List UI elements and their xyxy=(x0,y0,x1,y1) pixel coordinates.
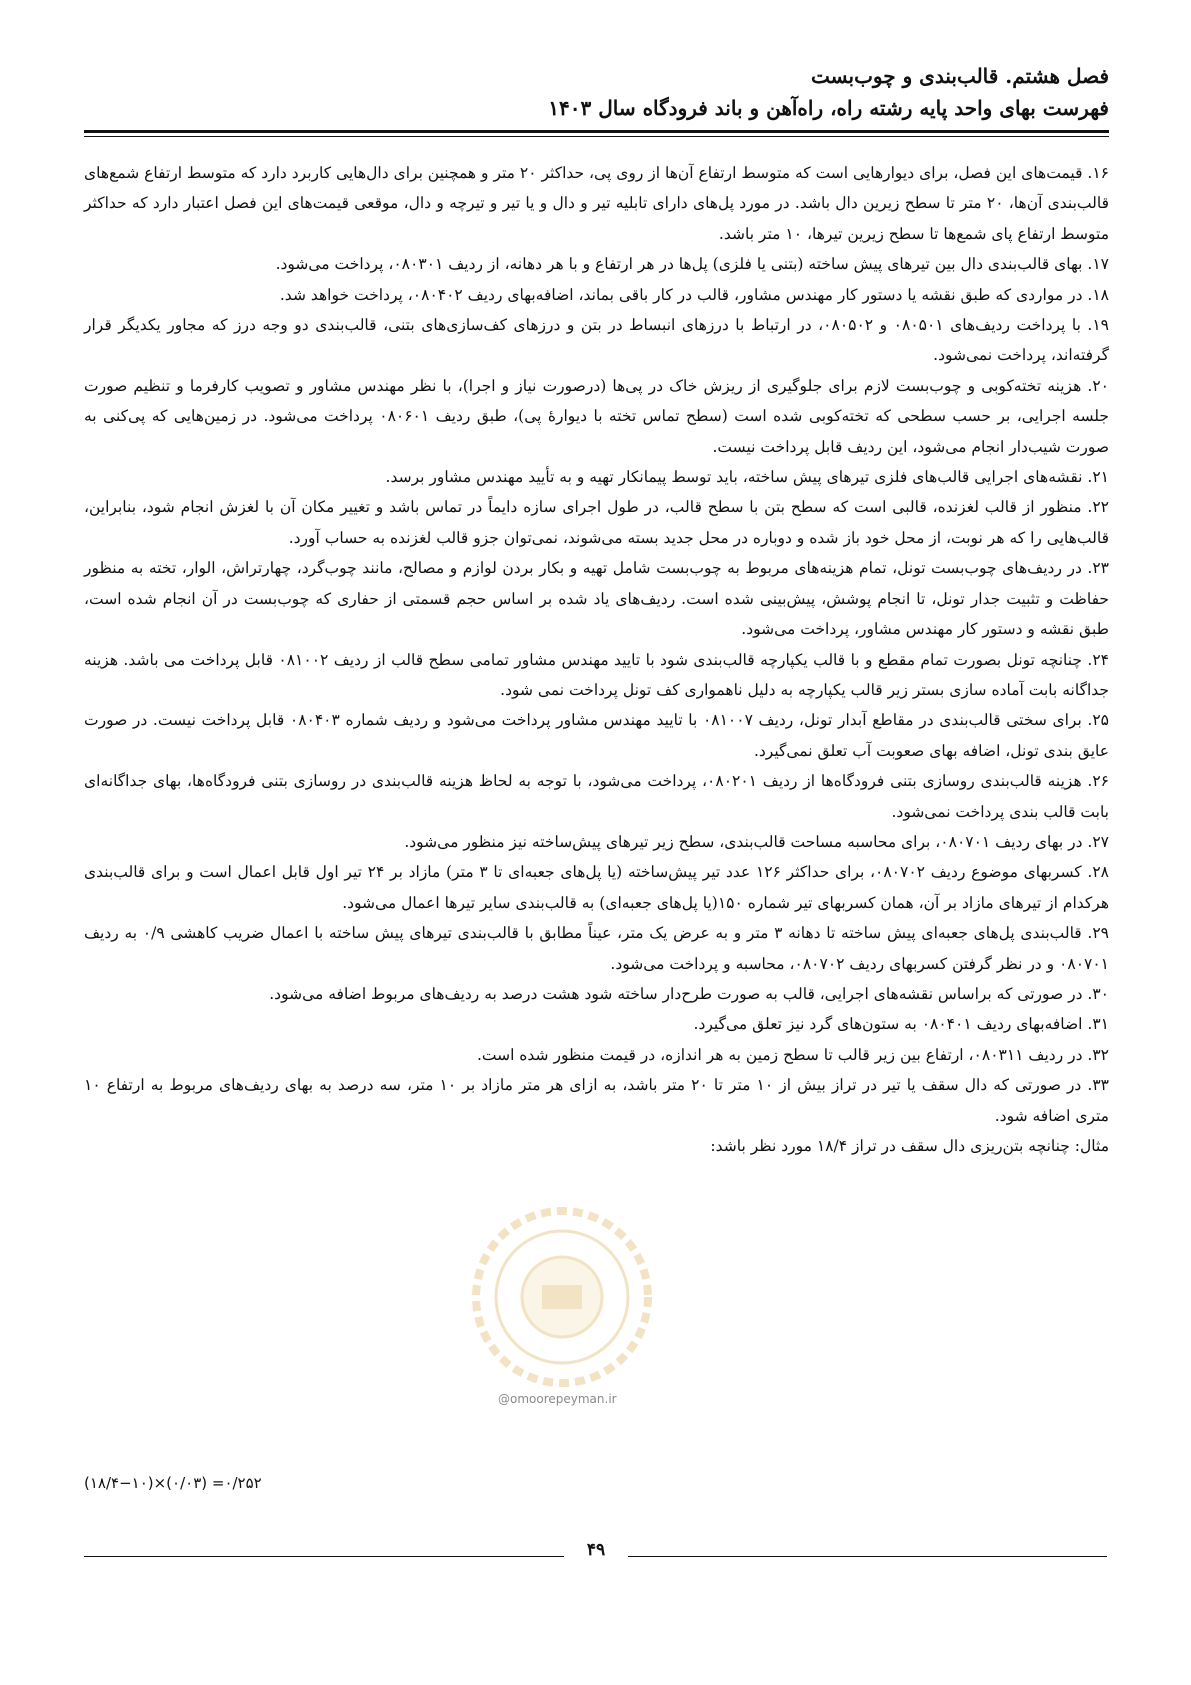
chapter-title: فصل هشتم. قالب‌بندی و چوب‌بست xyxy=(811,64,1109,88)
clause-23: ۲۳. در ردیف‌های چوب‌بست تونل، تمام هزینه‌های مربوط به چوب‌بست شامل تهیه و بکار بردن لوازم و مصالح، مانند چوب‌گرد، چهارتراش، الوار، تخته به منظور حفاظت و تثبیت جدار تونل، تا انجام پوشش، پیش‌بینی شده است. ردیف‌های یاد شده بر اساس حجم قسمتی از حفاری که چوب‌بست در آن انجام شده است، طبق نقشه و دستور کار مهندس مشاور، پرداخت می‌شود. xyxy=(84,559,1110,639)
clause-22: ۲۲. منظور از قالب لغزنده، قالبی است که سطح بتن با سطح قالب، در طول اجرای سازه دایماً در تماس باشد و تغییر مکان آن با لغزش انجام شود، بنابراین، قالب‌هایی را که هر نوبت، از محل خود باز شده و دوباره در محل جدید بسته می‌شوند، نمی‌توان جزو قالب لغزنده به حساب آورد. xyxy=(84,498,1109,547)
footer-rule-right xyxy=(628,1556,1107,1557)
page-header xyxy=(84,60,1109,124)
clause-18: ۱۸. در مواردی که طبق نقشه یا دستور کار مهندس مشاور، قالب در کار باقی بماند، اضافه‌بهای ردیف ۰۸۰۴۰۲، پرداخت خواهد شد. xyxy=(279,285,1109,304)
price-list-title: فهرست بهای واحد پایه رشته راه، راه‌آهن و باند فرودگاه سال ۱۴۰۳ xyxy=(548,96,1109,120)
footer-rule-left xyxy=(84,1556,564,1557)
clause-21: ۲۱. نقشه‌های اجرایی قالب‌های فلزی تیرهای پیش ساخته، باید توسط پیمانکار تهیه و به تأیید مهندس مشاور برسد. xyxy=(385,468,1109,487)
clause-20: ۲۰. هزینه تخته‌کوبی و چوب‌بست لازم برای جلوگیری از ریزش خاک در پی‌ها (درصورت نیاز و اجرا)، با نظر مهندس مشاور و تصویب کارفرما و تنظیم صورت جلسه اجرایی، بر حسب سطحی که تخته‌کوبی شده است (سطح تماس تخته با دیوارهٔ پی)، طبق ردیف ۰۸۰۶۰۱ پرداخت می‌شود. در زمین‌هایی که پی‌کنی به صورت شیب‌دار انجام می‌شود، این ردیف قابل پرداخت نیست. xyxy=(84,376,1109,456)
clause-17: ۱۷. بهای قالب‌بندی دال بین تیرهای پیش ساخته (بتنی یا فلزی) پل‌ها در هر ارتفاع و با هر دهانه، از ردیف ۰۸۰۳۰۱، پرداخت می‌شود. xyxy=(275,255,1109,274)
clause-19: ۱۹. با پرداخت ردیف‌های ۰۸۰۵۰۱ و ۰۸۰۵۰۲، در ارتباط با درزهای انبساط در بتن و درزهای کف‌سازی‌های بتنی، قالب‌بندی دو وجه درز که مجاور یکدیگر قرار گرفته‌اند، پرداخت نمی‌شود. xyxy=(84,316,1110,365)
clause-30: ۳۰. در صورتی که براساس نقشه‌های اجرایی، قالب به صورت طرح‌دار ساخته شود هشت درصد به ردیف‌های مربوط اضافه می‌شود. xyxy=(269,984,1109,1003)
clause-16: ۱۶. قیمت‌های این فصل، برای دیوارهایی است که متوسط ارتفاع آن‌ها از روی پی، حداکثر ۲۰ متر و همچنین برای دال‌هایی کاربرد دارد که متوسط ارتفاع شمع‌های قالب‌بندی آن‌ها، ۲۰ متر تا سطح زیرین دال باشد. در مورد پل‌های دارای تابلیه تیر و دال و یا تیر و تیرچه و دال، موقعی قیمت‌های این فصل اعتبار دارد که حداکثر متوسط ارتفاع پای شمع‌ها تا سطح زیرین تیرها، ۱۰ متر باشد. xyxy=(84,164,1109,243)
clause-31: ۳۱. اضافه‌بهای ردیف ۰۸۰۴۰۱ به ستون‌های گرد نیز تعلق می‌گیرد. xyxy=(693,1015,1109,1034)
page-number: ۴۹ xyxy=(586,1540,606,1560)
watermark-logo-icon xyxy=(470,1205,655,1390)
clause-24: ۲۴. چنانچه تونل بصورت تمام مقطع و با قالب یکپارچه قالب‌بندی شود با تایید مهندس مشاور تمامی سطح قالب از ردیف ۰۸۱۰۰۲ قابل پرداخت می باشد. هزینه جداگانه بابت آماده سازی بستر زیر قالب یکپارچه به دلیل ناهمواری کف تونل پرداخت نمی شود. xyxy=(84,650,1109,699)
clause-25: ۲۵. برای سختی قالب‌بندی در مقاطع آبدار تونل، ردیف ۰۸۱۰۰۷ با تایید مهندس مشاور پرداخت می‌شود و ردیف شماره ۰۸۰۴۰۳ قابل پرداخت نیست. در صورت عایق بندی تونل، اضافه بهای صعوبت آب تعلق نمی‌گیرد. xyxy=(84,711,1109,760)
clause-26: ۲۶. هزینه قالب‌بندی روسازی بتنی فرودگاه‌ها از ردیف ۰۸۰۲۰۱، پرداخت می‌شود، با توجه به لحاظ هزینه قالب‌بندی در روسازی بتنی فرودگاه‌ها، بهای جداگانه‌ای بابت قالب بندی پرداخت نمی‌شود. xyxy=(84,772,1109,821)
clause-32: ۳۲. در ردیف ۰۸۰۳۱۱، ارتفاع بین زیر قالب تا سطح زمین به هر اندازه، در قیمت منظور شده است. xyxy=(476,1045,1109,1064)
clause-29: ۲۹. قالب‌بندی پل‌های جعبه‌ای پیش ساخته تا دهانه ۳ متر و به عرض یک متر، عیناً مطابق با قالب‌بندی تیرهای پیش ساخته با اعمال ضریب کاهشی ۰/۹ به ردیف ۰۸۰۷۰۱ و در نظر گرفتن کسربهای ردیف ۰۸۰۷۰۲، محاسبه و پرداخت می‌شود. xyxy=(84,924,1109,973)
header-rule-thin xyxy=(84,136,1109,137)
example-formula: (۱۸/۴−۱۰)×(۰/۰۳) =۰/۲۵۲ xyxy=(84,1474,262,1492)
clause-27: ۲۷. در بهای ردیف ۰۸۰۷۰۱، برای محاسبه مساحت قالب‌بندی، سطح زیر تیرهای پیش‌ساخته نیز منظور می‌شود. xyxy=(404,832,1109,851)
watermark-url: @omoorepeyman.ir xyxy=(498,1392,617,1406)
header-rule-thick xyxy=(84,130,1109,133)
clause-33: ۳۳. در صورتی که دال سقف یا تیر در تراز بیش از ۱۰ متر تا ۲۰ متر باشد، به ازای هر متر مازاد بر ۱۰ متر، سه درصد به بهای ردیف‌های مربوط به ارتفاع ۱۰ متری اضافه شود. xyxy=(84,1076,1109,1125)
body-content xyxy=(84,158,1109,1161)
example-line: مثال: چنانچه بتن‌ریزی دال سقف در تراز ۱۸/۴ مورد نظر باشد: xyxy=(710,1137,1109,1155)
clause-28: ۲۸. کسربهای موضوع ردیف ۰۸۰۷۰۲، برای حداکثر ۱۲۶ عدد تیر پیش‌ساخته (یا پل‌های جعبه‌ای تا ۳ متر) مازاد بر ۲۴ تیر اول قابل اعمال است و برای قالب‌بندی هرکدام از تیرهای مازاد بر آن، همان کسربهای تیر شماره ۱۵۰(یا پل‌های جعبه‌ای) به قالب‌بندی سایر تیرها اعمال می‌شود. xyxy=(84,863,1109,912)
